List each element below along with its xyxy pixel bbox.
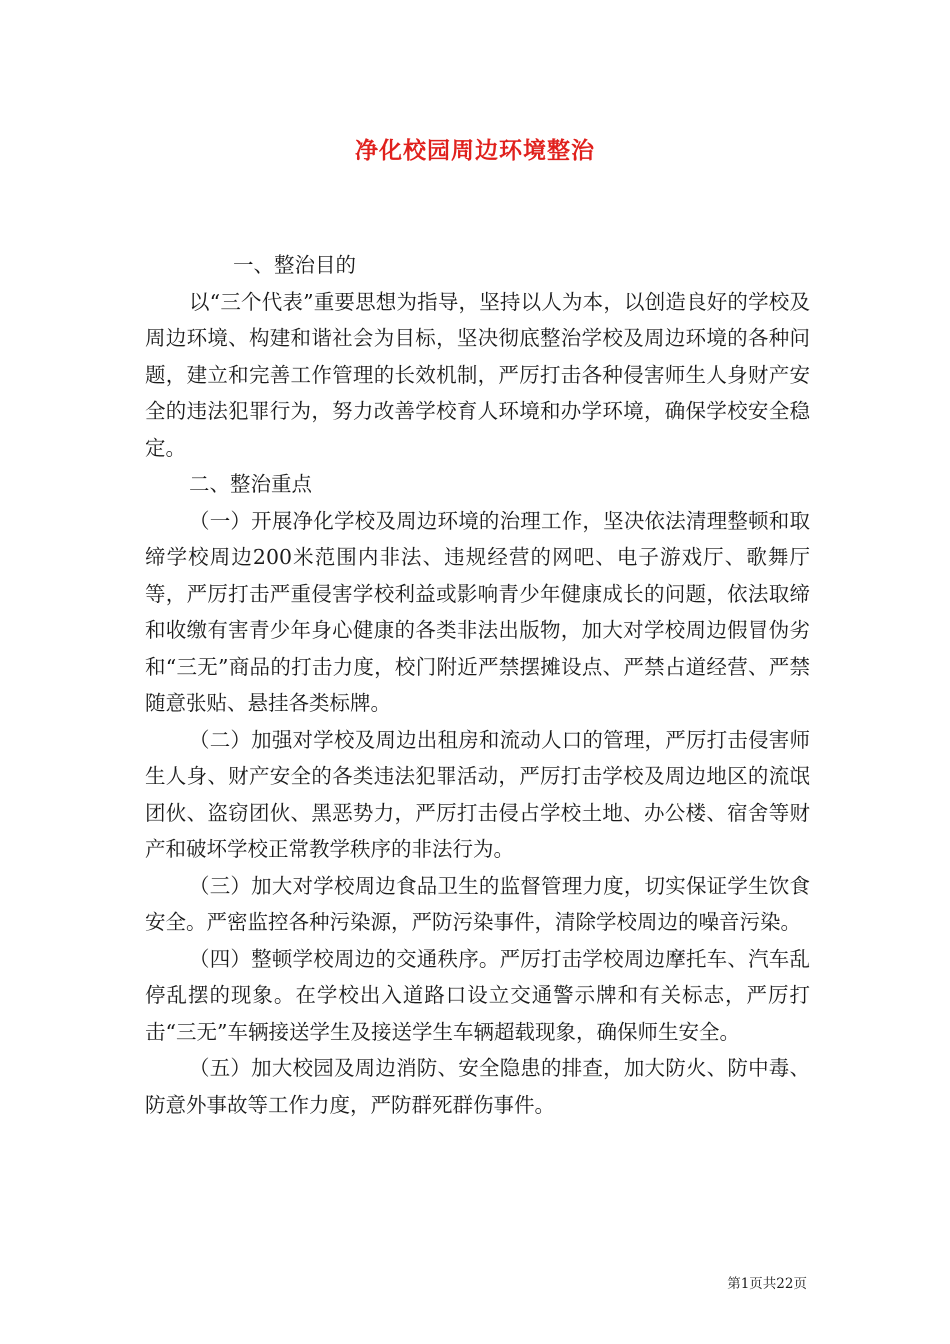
paragraph-focus-4: （四）整顿学校周边的交通秩序。严厉打击学校周边摩托车、汽车乱停乱摆的现象。在学校出入道路口设立交通警示牌和有关标志，严厉打击“三无”车辆接送学生及接送学生车辆超载现象，确保师生安全。	[145, 946, 810, 1044]
paragraph-objective: 以“三个代表”重要思想为指导，坚持以人为本，以创造良好的学校及周边环境、构建和谐社会为目标，坚决彻底整治学校及周边环境的各种问题，建立和完善工作管理的长效机制，严厉打击各种侵害师生人身财产安全的违法犯罪行为，努力改善学校育人环境和办学环境，确保学校安全稳定。	[145, 289, 810, 460]
paragraph-focus-1: （一）开展净化学校及周边环境的治理工作，坚决依法清理整顿和取缔学校周边200米范围内非法、违规经营的网吧、电子游戏厅、歌舞厅等，严厉打击严重侵害学校利益或影响青少年健康成长的问题，依法取缔和收缴有害青少年身心健康的各类非法出版物，加大对学校周边假冒伪劣和“三无”商品的打击力度，校门附近严禁摆摊设点、严禁占道经营、严禁随意张贴、悬挂各类标牌。	[145, 508, 810, 715]
paragraph-focus-5: （五）加大校园及周边消防、安全隐患的排查，加大防火、防中毒、防意外事故等工作力度，严防群死群伤事件。	[145, 1056, 810, 1117]
section-heading-objective: 一、整治目的	[233, 253, 356, 277]
page-number-footer: 第1页共22页	[727, 1276, 807, 1292]
document-body	[145, 247, 810, 1123]
paragraph-focus-3: （三）加大对学校周边食品卫生的监督管理力度，切实保证学生饮食安全。严密监控各种污染源，严防污染事件，清除学校周边的噪音污染。	[145, 873, 810, 934]
document-title: 净化校园周边环境整治	[355, 137, 595, 164]
section-heading-focus: 二、整治重点	[189, 472, 312, 496]
paragraph-focus-2: （二）加强对学校及周边出租房和流动人口的管理，严厉打击侵害师生人身、财产安全的各类违法犯罪活动，严厉打击学校及周边地区的流氓团伙、盗窃团伙、黑恶势力，严厉打击侵占学校土地、办公楼、宿舍等财产和破坏学校正常教学秩序的非法行为。	[145, 727, 810, 861]
